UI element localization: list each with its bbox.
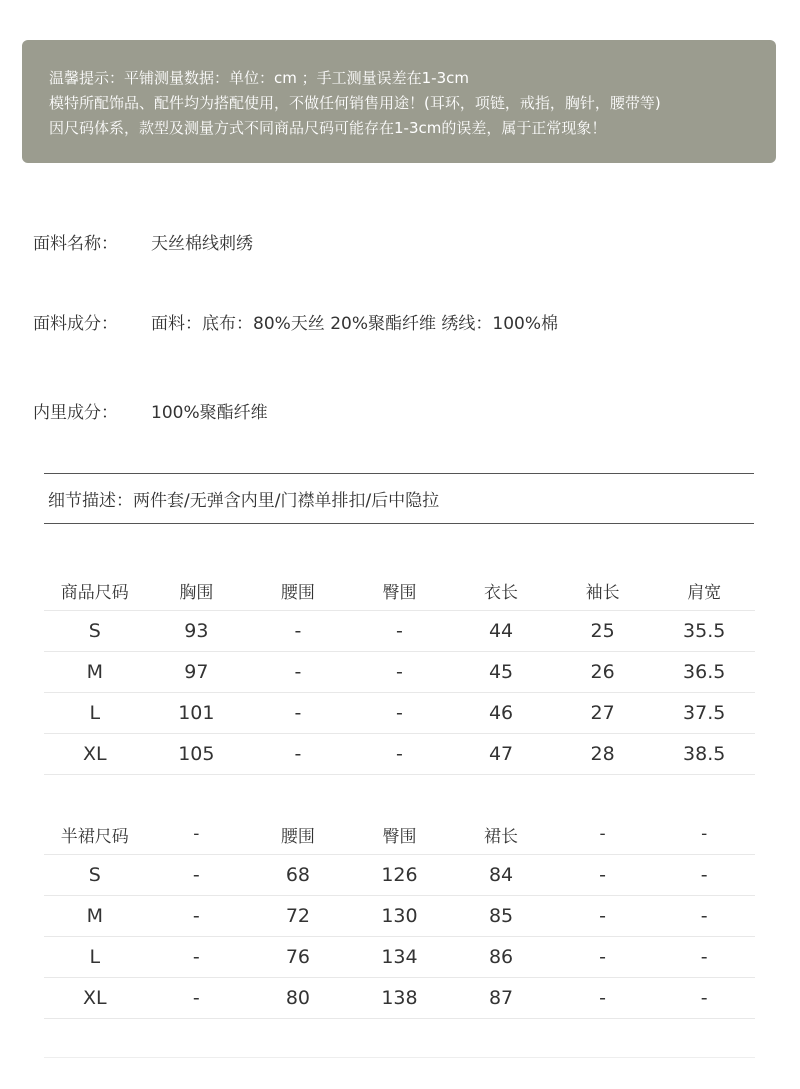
table-cell: 126 — [349, 855, 451, 896]
table-header-row — [44, 570, 755, 611]
fabric-composition-row — [33, 309, 558, 334]
notice-banner — [22, 40, 776, 163]
table-header-cell: 裙长 — [450, 814, 552, 855]
table-header-cell: - — [146, 814, 248, 855]
table-cell: - — [552, 978, 654, 1019]
table-cell: - — [653, 978, 755, 1019]
table-row — [44, 734, 755, 775]
table-cell: 37.5 — [653, 693, 755, 734]
table-cell: - — [247, 652, 349, 693]
table-cell: - — [552, 855, 654, 896]
divider — [44, 523, 754, 524]
table-header-cell: 腰围 — [247, 814, 349, 855]
table-cell: 26 — [552, 652, 654, 693]
table-cell: 47 — [450, 734, 552, 775]
notice-line: 模特所配饰品、配件均为搭配使用，不做任何销售用途！(耳环，项链，戒指，胸针，腰带等) — [49, 94, 661, 112]
table-cell: 101 — [146, 693, 248, 734]
table-cell: 46 — [450, 693, 552, 734]
fabric-name-label: 面料名称： — [33, 234, 118, 254]
table-cell: M — [44, 652, 146, 693]
table-header-cell: 肩宽 — [653, 570, 755, 611]
top-size-table — [44, 570, 755, 775]
table-header-cell: 袖长 — [552, 570, 654, 611]
lining-value: 100%聚酯纤维 — [151, 403, 268, 423]
table-cell: 80 — [247, 978, 349, 1019]
table-cell: 28 — [552, 734, 654, 775]
table-cell: 134 — [349, 937, 451, 978]
table-row — [44, 652, 755, 693]
table-cell: 76 — [247, 937, 349, 978]
table-header-cell: 衣长 — [450, 570, 552, 611]
table-cell: L — [44, 937, 146, 978]
table-header-row — [44, 814, 755, 855]
notice-line: 温馨提示：平铺测量数据：单位：cm ；手工测量误差在1-3cm — [49, 69, 469, 87]
table-row — [44, 611, 755, 652]
table-cell: S — [44, 611, 146, 652]
details-value: 两件套/无弹含内里/门襟单排扣/后中隐拉 — [133, 491, 440, 511]
table-cell: 138 — [349, 978, 451, 1019]
table-row — [44, 978, 755, 1019]
details-row — [48, 486, 439, 511]
table-cell: - — [247, 611, 349, 652]
table-cell: 35.5 — [653, 611, 755, 652]
table-cell: 97 — [146, 652, 248, 693]
table-cell: - — [349, 652, 451, 693]
lining-label: 内里成分： — [33, 403, 118, 423]
table-header-cell: - — [653, 814, 755, 855]
divider — [44, 1057, 755, 1058]
fabric-name-value: 天丝棉线刺绣 — [151, 234, 253, 254]
table-cell: - — [349, 734, 451, 775]
table-cell: - — [552, 896, 654, 937]
table-cell: XL — [44, 734, 146, 775]
fabric-composition-value: 面料：底布：80%天丝 20%聚酯纤维 绣线：100%棉 — [151, 314, 558, 334]
table-cell: - — [146, 978, 248, 1019]
table-cell: - — [349, 611, 451, 652]
table-cell: 86 — [450, 937, 552, 978]
table-cell: 85 — [450, 896, 552, 937]
fabric-name-row — [33, 229, 253, 254]
details-label: 细节描述： — [48, 491, 133, 511]
table-header-cell: 胸围 — [146, 570, 248, 611]
table-cell: - — [349, 693, 451, 734]
table-cell: 45 — [450, 652, 552, 693]
table-cell: 105 — [146, 734, 248, 775]
table-cell: 87 — [450, 978, 552, 1019]
table-cell: - — [552, 937, 654, 978]
table-cell: - — [247, 734, 349, 775]
table-header-cell: - — [552, 814, 654, 855]
table-cell: - — [653, 937, 755, 978]
divider — [44, 473, 754, 474]
table-cell: - — [146, 855, 248, 896]
table-cell: - — [146, 937, 248, 978]
table-cell: 25 — [552, 611, 654, 652]
table-cell: 38.5 — [653, 734, 755, 775]
table-header-cell: 商品尺码 — [44, 570, 146, 611]
table-cell: 84 — [450, 855, 552, 896]
table-header-cell: 半裙尺码 — [44, 814, 146, 855]
table-header-cell: 腰围 — [247, 570, 349, 611]
lining-row — [33, 398, 268, 423]
table-header-cell: 臀围 — [349, 814, 451, 855]
table-cell: 36.5 — [653, 652, 755, 693]
table-cell: 27 — [552, 693, 654, 734]
table-cell: 130 — [349, 896, 451, 937]
table-header-cell: 臀围 — [349, 570, 451, 611]
table-cell: 68 — [247, 855, 349, 896]
table-row — [44, 896, 755, 937]
fabric-composition-label: 面料成分： — [33, 314, 118, 334]
table-cell: 72 — [247, 896, 349, 937]
table-cell: 44 — [450, 611, 552, 652]
skirt-size-table — [44, 814, 755, 1019]
table-cell: 93 — [146, 611, 248, 652]
table-row — [44, 693, 755, 734]
notice-line: 因尺码体系，款型及测量方式不同商品尺码可能存在1-3cm的误差，属于正常现象！ — [49, 119, 607, 137]
table-cell: - — [653, 896, 755, 937]
table-cell: M — [44, 896, 146, 937]
table-cell: - — [247, 693, 349, 734]
table-row — [44, 855, 755, 896]
table-row — [44, 937, 755, 978]
table-cell: - — [146, 896, 248, 937]
table-cell: - — [653, 855, 755, 896]
table-cell: S — [44, 855, 146, 896]
table-cell: L — [44, 693, 146, 734]
table-cell: XL — [44, 978, 146, 1019]
